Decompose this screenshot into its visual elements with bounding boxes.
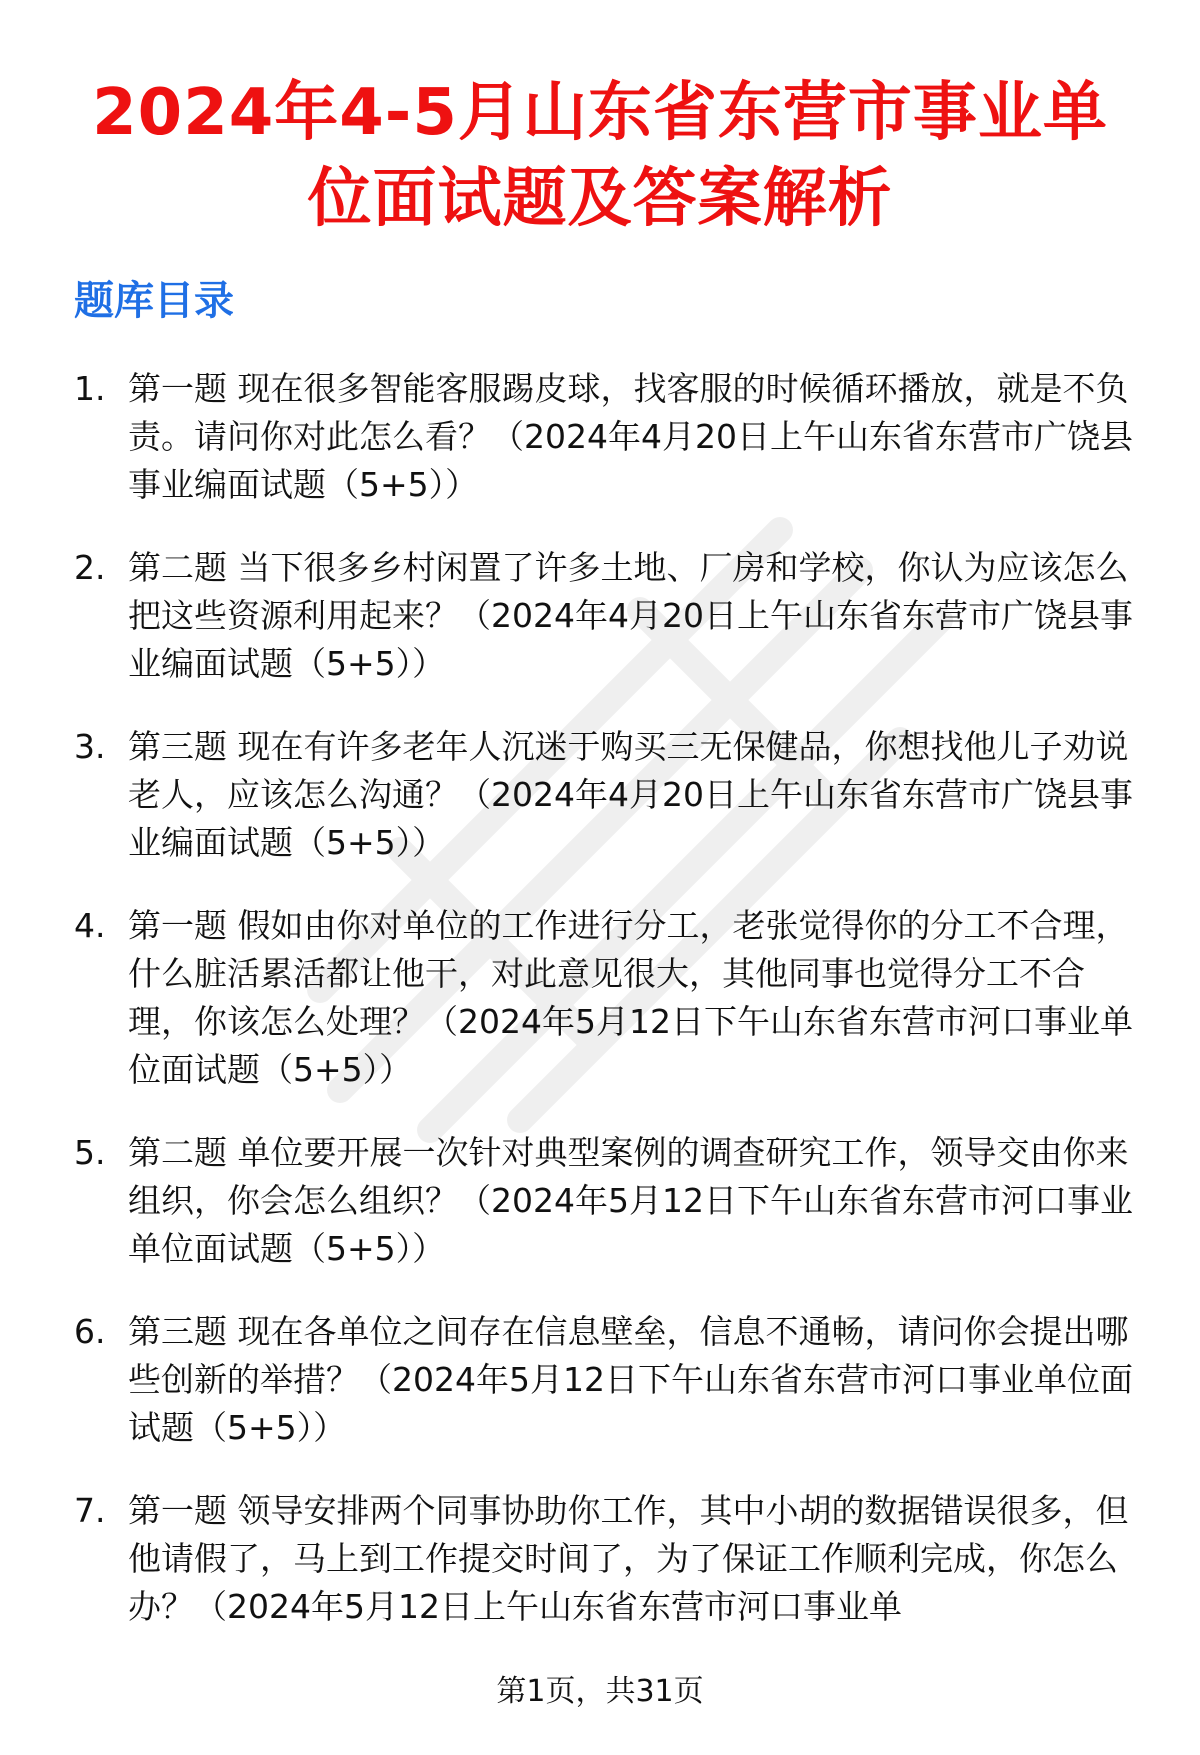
toc-item-text: 第三题 现在各单位之间存在信息壁垒，信息不通畅，请问你会提出哪些创新的举措？（2024年5月12日下午山东省东营市河口事业单位面试题（5+5）） — [128, 1312, 1133, 1447]
toc-item — [70, 544, 1150, 688]
toc-item-text: 第二题 单位要开展一次针对典型案例的调查研究工作，领导交由你来组织，你会怎么组织？（2024年5月12日下午山东省东营市河口事业单位面试题（5+5）） — [128, 1133, 1133, 1268]
toc-item-number: 4. — [74, 906, 106, 945]
toc-item-text: 第一题 现在很多智能客服踢皮球，找客服的时候循环播放，就是不负责。请问你对此怎么看？（2024年4月20日上午山东省东营市广饶县事业编面试题（5+5）） — [128, 369, 1133, 504]
toc-item — [70, 723, 1150, 867]
toc-item-text: 第二题 当下很多乡村闲置了许多土地、厂房和学校，你认为应该怎么把这些资源利用起来？（2024年4月20日上午山东省东营市广饶县事业编面试题（5+5）） — [128, 548, 1133, 683]
toc-item — [70, 1308, 1150, 1452]
toc-item-text: 第三题 现在有许多老年人沉迷于购买三无保健品，你想找他儿子劝说老人，应该怎么沟通？（2024年4月20日上午山东省东营市广饶县事业编面试题（5+5）） — [128, 727, 1133, 862]
toc-item — [70, 365, 1150, 509]
toc-list — [70, 365, 1150, 1666]
toc-item-text: 第一题 领导安排两个同事协助你工作，其中小胡的数据错误很多，但他请假了，马上到工作提交时间了，为了保证工作顺利完成，你怎么办？（2024年5月12日上午山东省东营市河口事业单 — [128, 1491, 1129, 1626]
toc-item-number: 2. — [74, 548, 106, 587]
document-title: 2024年4-5月山东省东营市事业单位面试题及答案解析 — [92, 76, 1108, 236]
toc-heading: 题库目录 — [74, 278, 234, 324]
toc-item-number: 6. — [74, 1312, 106, 1351]
page-footer: 第1页，共31页 — [496, 1674, 704, 1709]
toc-item — [70, 1487, 1150, 1631]
toc-item — [70, 902, 1150, 1094]
toc-item-number: 3. — [74, 727, 106, 766]
toc-item-text: 第一题 假如由你对单位的工作进行分工，老张觉得你的分工不合理，什么脏活累活都让他干，对此意见很大，其他同事也觉得分工不合理，你该怎么处理？（2024年5月12日下午山东省东营市河口事业单位面试题（5+5）） — [128, 906, 1133, 1089]
toc-item-number: 1. — [74, 369, 106, 408]
toc-item — [70, 1129, 1150, 1273]
toc-item-number: 7. — [74, 1491, 106, 1530]
toc-item-number: 5. — [74, 1133, 106, 1172]
